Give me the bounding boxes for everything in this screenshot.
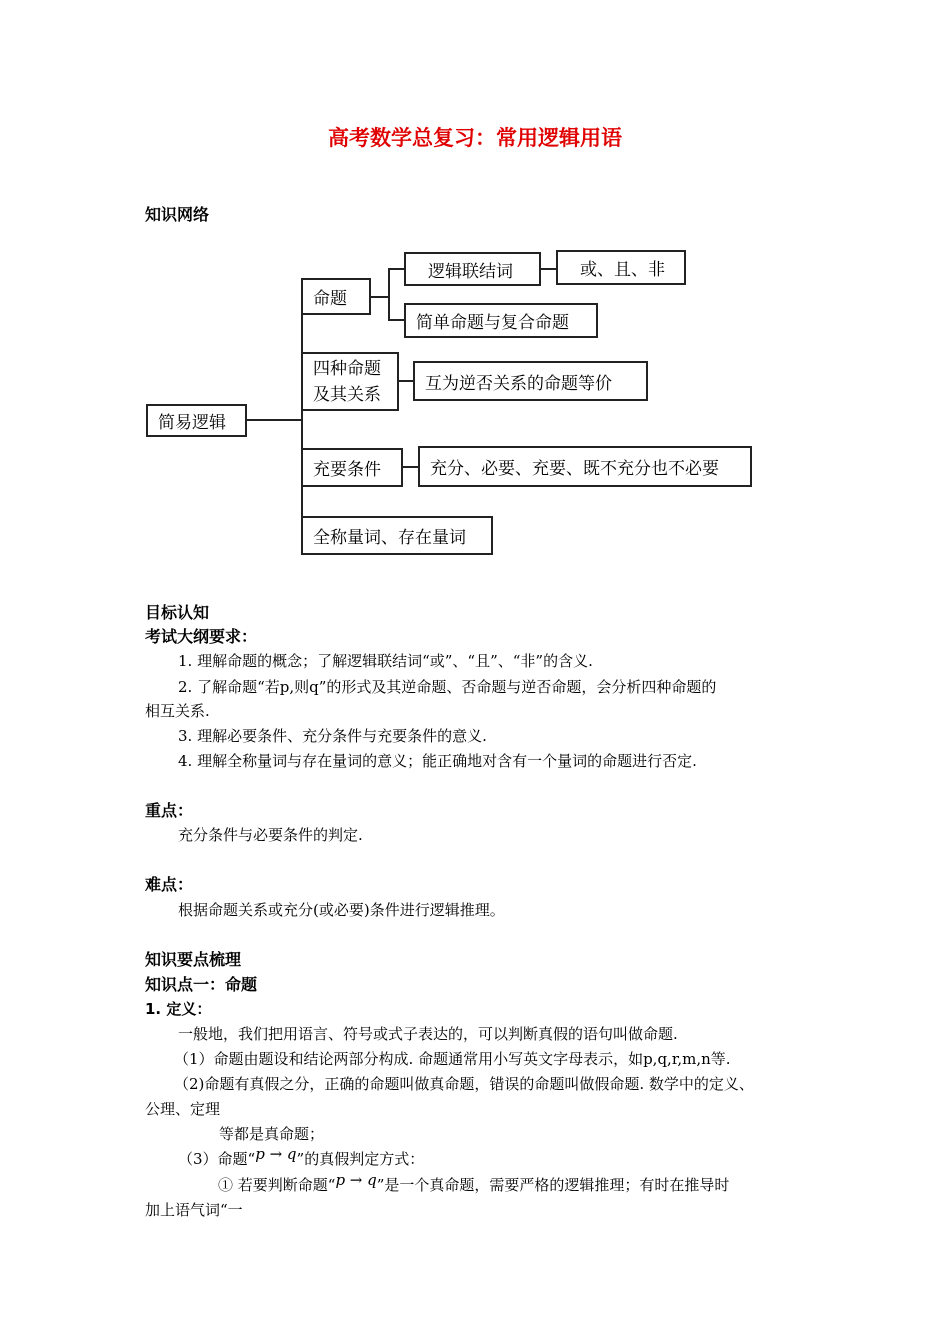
requirement-item-3: 3. 理解必要条件、充分条件与充要条件的意义. bbox=[178, 727, 487, 745]
point-1: （1）命题由题设和结论两部分构成. 命题通常用小写英文字母表示，如p,q,r,m,n等. bbox=[174, 1050, 731, 1068]
node-quancheng bbox=[301, 516, 493, 555]
formula-p-implies-q-2: p → q bbox=[335, 1171, 377, 1189]
node-chongfen bbox=[418, 446, 752, 487]
node-huoqiefei-label: 或、且、非 bbox=[580, 260, 665, 280]
point-2-cont: 公理、定理 bbox=[145, 1100, 221, 1118]
point-3-pre: （3）命题“ bbox=[178, 1150, 256, 1168]
point-3 bbox=[178, 1145, 425, 1169]
point-3-1 bbox=[218, 1171, 730, 1195]
requirement-item-4: 4. 理解全称量词与存在量词的意义；能正确地对含有一个量词的命题进行否定. bbox=[178, 752, 697, 770]
formula-p-implies-q: p → q bbox=[255, 1145, 297, 1163]
node-sizhong bbox=[301, 352, 399, 411]
node-quancheng-label: 全称量词、存在量词 bbox=[313, 528, 466, 548]
node-root bbox=[146, 404, 247, 437]
point-3-post: ”的真假判定方式： bbox=[296, 1150, 425, 1168]
node-mingti-label: 命题 bbox=[313, 289, 347, 309]
definition-heading: 1. 定义： bbox=[145, 1000, 212, 1018]
node-luoji bbox=[404, 252, 541, 286]
section-heading-points: 知识要点梳理 bbox=[145, 950, 242, 969]
point-2: （2)命题有真假之分，正确的命题叫做真命题，错误的命题叫做假命题. 数学中的定义、 bbox=[174, 1075, 754, 1093]
node-jiandan-label: 简单命题与复合命题 bbox=[416, 313, 569, 333]
requirement-item-2-cont: 相互关系. bbox=[145, 702, 210, 720]
hard-text: 根据命题关系或充分(或必要)条件进行逻辑推理。 bbox=[178, 901, 505, 919]
section-heading-network: 知识网络 bbox=[145, 205, 210, 224]
node-root-label: 简易逻辑 bbox=[158, 413, 226, 433]
requirement-item-2: 2. 了解命题“若p,则q”的形式及其逆命题、否命题与逆否命题，会分析四种命题的 bbox=[178, 678, 717, 696]
section-heading-key: 重点： bbox=[145, 801, 194, 820]
definition-text: 一般地，我们把用语言、符号或式子表达的，可以判断真假的语句叫做命题. bbox=[178, 1025, 678, 1043]
node-chongyao bbox=[301, 448, 403, 487]
point-3-1-post: ”是一个真命题，需要严格的逻辑推理；有时在推导时 bbox=[376, 1176, 730, 1194]
node-sizhong-line1: 四种命题 bbox=[313, 358, 381, 379]
subheading-point-one: 知识点一：命题 bbox=[145, 975, 258, 994]
node-huoqiefei bbox=[556, 250, 686, 285]
point-3-1-pre: ① 若要判断命题“ bbox=[218, 1176, 336, 1194]
node-sizhong-line2: 及其关系 bbox=[313, 384, 381, 405]
node-luoji-label: 逻辑联结词 bbox=[428, 261, 513, 282]
node-huwei bbox=[413, 361, 648, 401]
node-mingti bbox=[301, 278, 371, 315]
point-2-end: 等都是真命题； bbox=[219, 1125, 325, 1143]
node-jiandan bbox=[404, 303, 598, 338]
key-text: 充分条件与必要条件的判定. bbox=[178, 826, 363, 844]
node-chongfen-label: 充分、必要、充要、既不充分也不必要 bbox=[430, 459, 719, 479]
section-heading-goals: 目标认知 bbox=[145, 603, 210, 622]
node-huwei-label: 互为逆否关系的命题等价 bbox=[425, 373, 612, 394]
section-heading-hard: 难点： bbox=[145, 875, 194, 894]
requirement-item-1: 1. 理解命题的概念；了解逻辑联结词“或”、“且”、“非”的含义. bbox=[178, 652, 593, 670]
node-chongyao-label: 充要条件 bbox=[313, 460, 381, 480]
subheading-requirements: 考试大纲要求： bbox=[145, 627, 258, 646]
point-3-1-cont: 加上语气词“一 bbox=[145, 1201, 243, 1219]
page-title: 高考数学总复习：常用逻辑用语 bbox=[328, 126, 622, 150]
